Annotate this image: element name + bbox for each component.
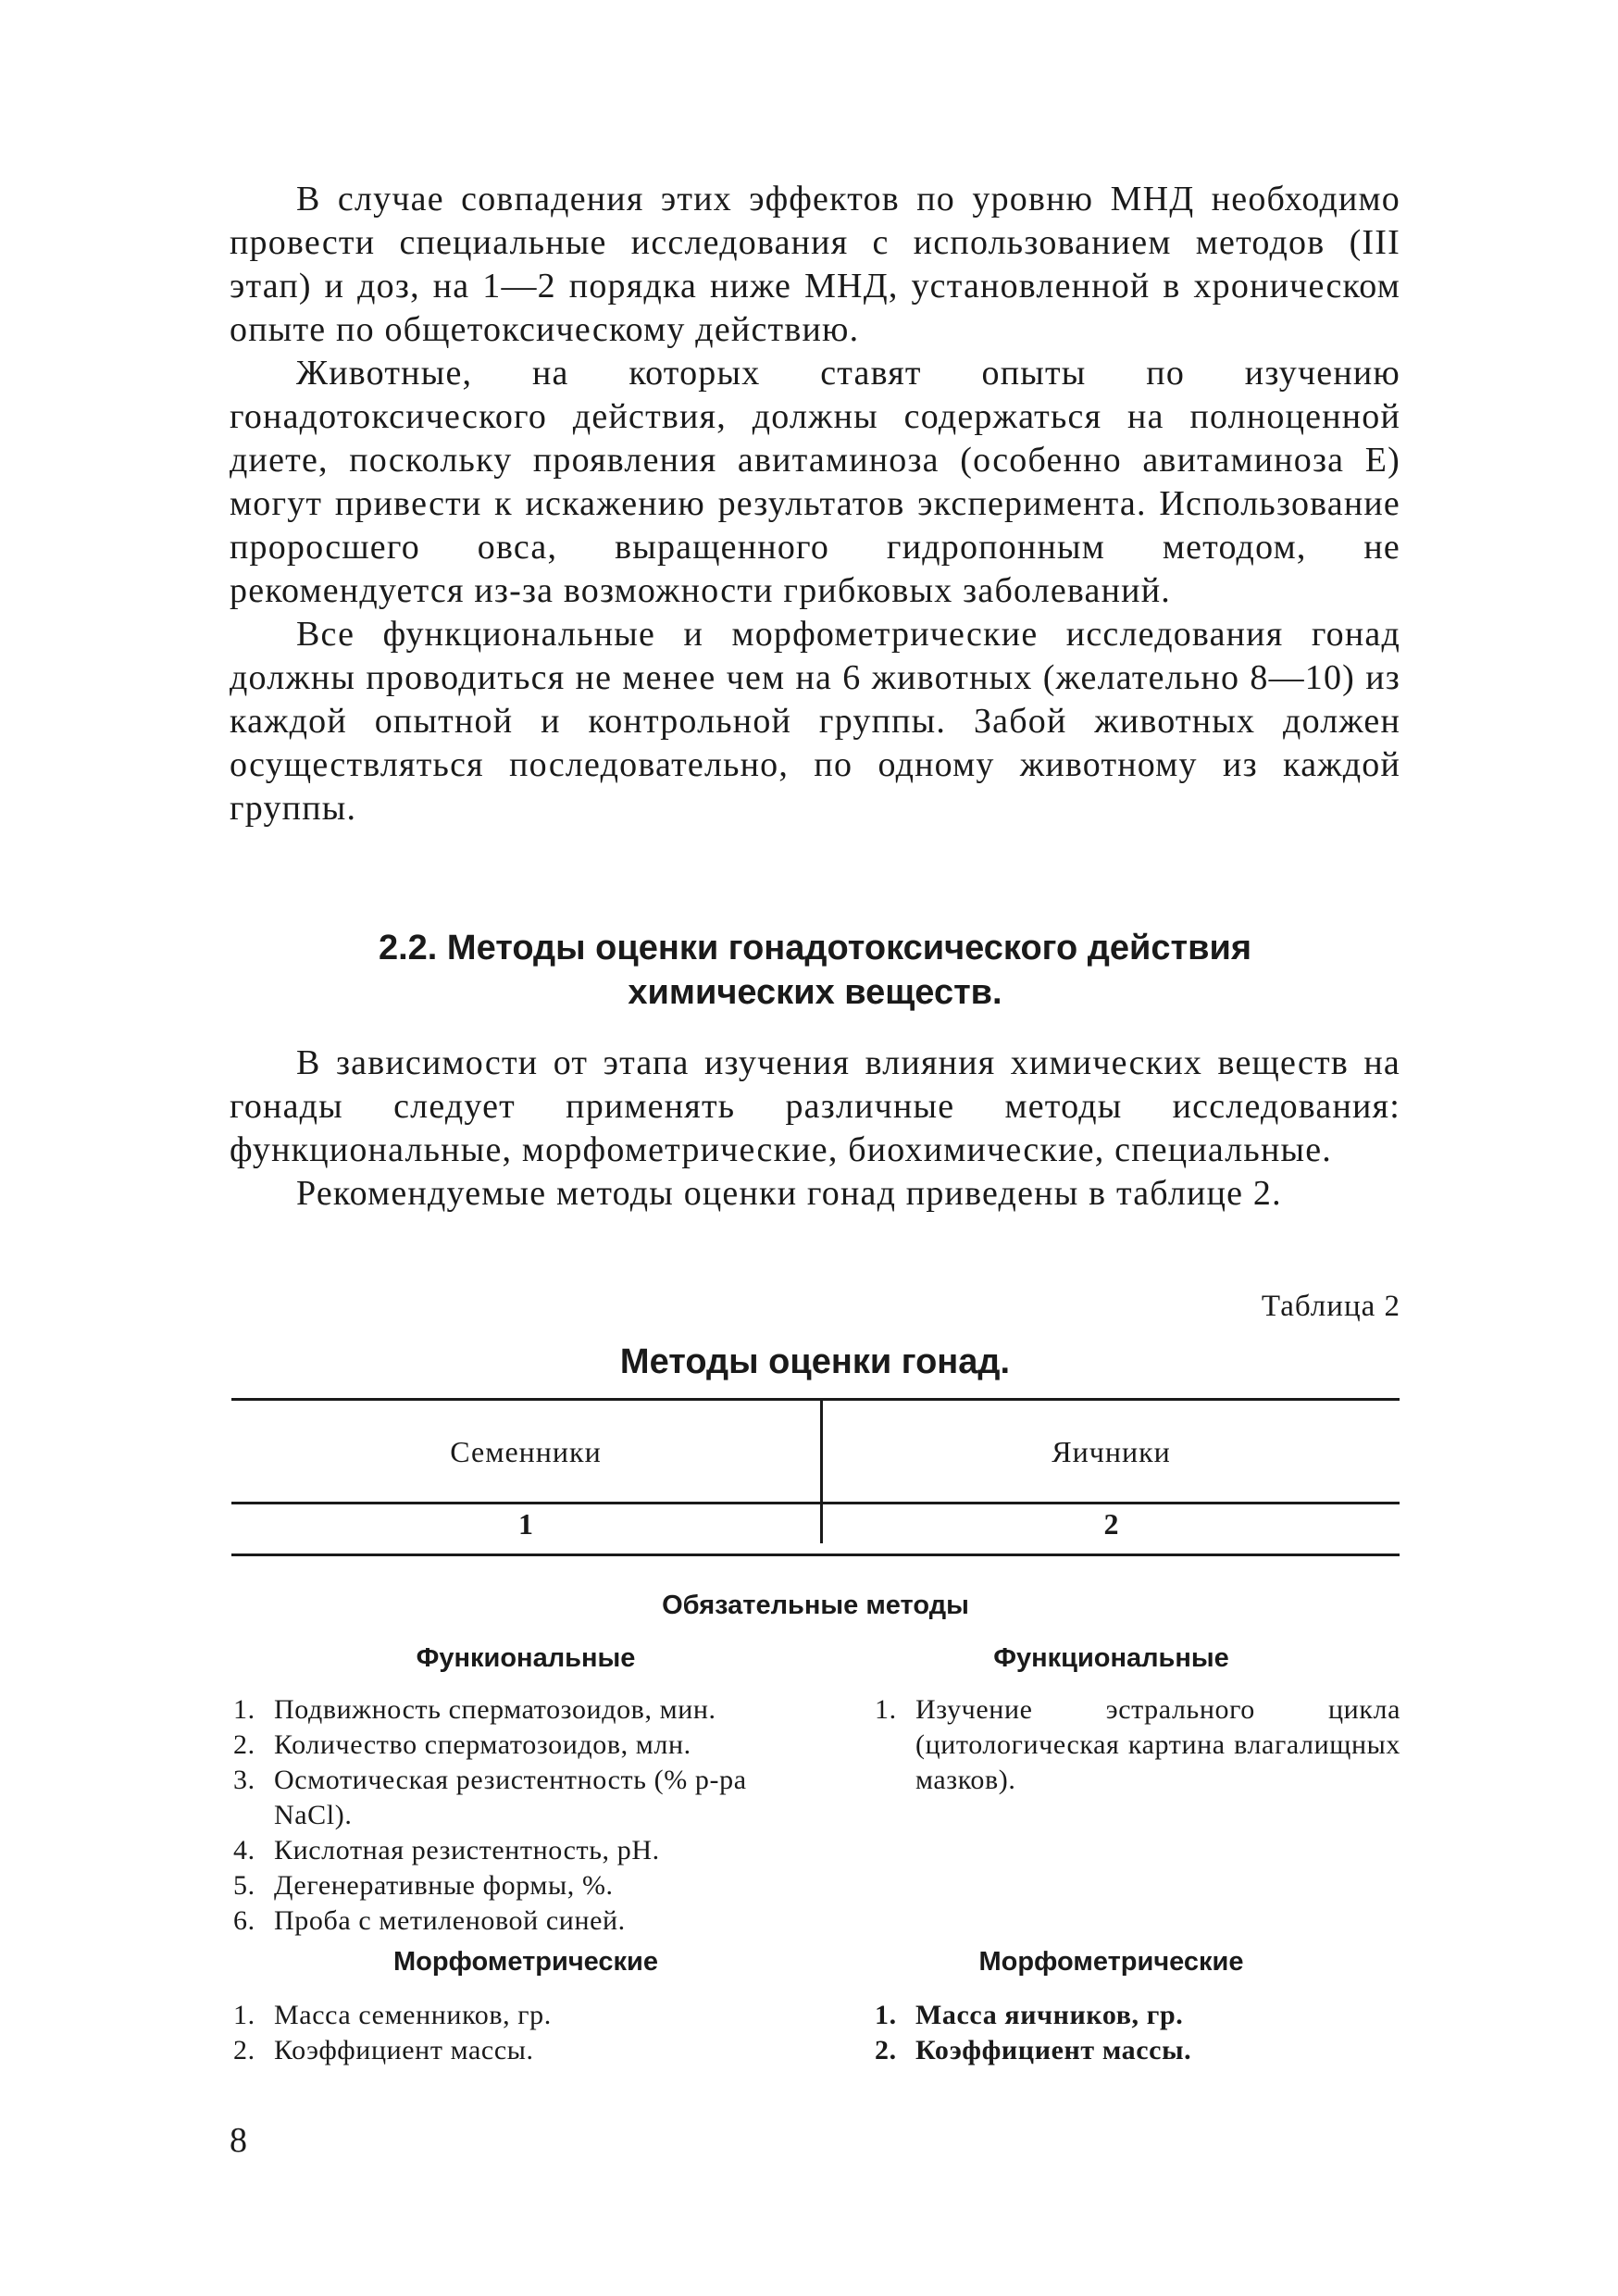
list-item-text: Изучение эстрального цикла (цитологическая картина влагалищных мазков). bbox=[915, 1694, 1400, 1795]
morphometric-list-testes bbox=[233, 1998, 826, 2068]
list-item-number: 1. bbox=[875, 1694, 897, 1725]
list-item bbox=[875, 1998, 1400, 2033]
list-item bbox=[233, 1868, 826, 1903]
list-item-text: Проба с метиленовой синей. bbox=[274, 1905, 626, 1936]
list-item-text: Осмотическая резистентность (% р-ра NaCl). bbox=[274, 1765, 747, 1830]
paragraph: Животные, на которых ставят опыты по изучению гонадотоксического действия, должны содержаться на полноценной диете, поскольку проявления авитаминоза (особенно авитаминоза Е) могут привести к искажению результатов эксперимента. Использование проросшего овса, выращенного гидропонным методом, не рекомендуется из-за возможности грибковых заболеваний. bbox=[230, 354, 1400, 610]
list-item bbox=[233, 1763, 826, 1833]
list-item-text: Коэффициент массы. bbox=[915, 2035, 1192, 2065]
table-header-rule bbox=[231, 1502, 1400, 1504]
list-item bbox=[875, 2033, 1400, 2068]
list-item-number: 2. bbox=[233, 2035, 255, 2065]
list-item-text: Коэффициент массы. bbox=[274, 2035, 534, 2065]
list-item-number: 6. bbox=[233, 1905, 255, 1936]
table-title: Методы оценки гонад. bbox=[619, 1342, 1011, 1381]
list-item-number: 1. bbox=[233, 2000, 255, 2030]
paragraph: В случае совпадения этих эффектов по уровню МНД необходимо провести специальные исследования с использованием методов (III этап) и доз, на 1—2 порядка ниже МНД, установленной в хроническом опыте по общетоксическому действию. bbox=[230, 180, 1400, 349]
mid-text-block bbox=[230, 1042, 1400, 1216]
column-number-1: 1 bbox=[518, 1507, 533, 1541]
list-item-text: Масса семенников, гр. bbox=[274, 2000, 552, 2030]
mandatory-methods-heading: Обязательные методы bbox=[662, 1591, 969, 1620]
paragraph: Рекомендуемые методы оценки гонад приведены в таблице 2. bbox=[296, 1174, 1282, 1213]
list-item bbox=[875, 1692, 1400, 1798]
section-heading bbox=[230, 926, 1400, 1015]
list-item bbox=[233, 2033, 826, 2068]
table-label: Таблица 2 bbox=[1261, 1290, 1400, 1323]
section-heading-line-2: химических веществ. bbox=[628, 973, 1002, 1012]
paragraph: Все функциональные и морфометрические исследования гонад должны проводиться не менее чем на 6 животных (желательно 8—10) из каждой опытной и контрольной группы. Забой животных должен осуществляться последовательно, по одному животному из каждой группы. bbox=[230, 615, 1400, 828]
functional-heading-left: Функиональные bbox=[416, 1643, 636, 1673]
list-item-text: Количество сперматозоидов, млн. bbox=[274, 1729, 691, 1760]
functional-list-testes bbox=[233, 1692, 826, 1939]
list-item bbox=[233, 1692, 826, 1728]
table-top-rule bbox=[231, 1398, 1400, 1401]
top-text-block bbox=[230, 178, 1400, 830]
list-item-number: 1. bbox=[875, 2000, 897, 2030]
morphometric-heading-left: Морфометрические bbox=[392, 1947, 659, 1977]
morphometric-list-ovaries bbox=[875, 1998, 1400, 2068]
list-item-text: Масса яичников, гр. bbox=[915, 2000, 1184, 2030]
list-item bbox=[233, 1728, 826, 1763]
list-item-number: 1. bbox=[233, 1694, 255, 1725]
list-item bbox=[233, 1903, 826, 1939]
list-item-number: 2. bbox=[233, 1729, 255, 1760]
list-item bbox=[233, 1833, 826, 1868]
list-item-number: 4. bbox=[233, 1835, 255, 1866]
functional-heading-right: Функциональные bbox=[993, 1643, 1229, 1673]
paragraph: В зависимости от этапа изучения влияния химических веществ на гонады следует применять различные методы исследования: функциональные, морфометрические, биохимические, специальные. bbox=[230, 1043, 1400, 1169]
list-item-text: Подвижность сперматозоидов, мин. bbox=[274, 1694, 716, 1725]
list-item-number: 3. bbox=[233, 1765, 255, 1795]
table-numbers-rule bbox=[231, 1554, 1400, 1556]
page-number: 8 bbox=[230, 2121, 247, 2160]
column-header-testes: Семенники bbox=[450, 1435, 602, 1468]
list-item-number: 5. bbox=[233, 1870, 255, 1901]
column-number-2: 2 bbox=[1103, 1507, 1119, 1541]
morphometric-heading-right: Морфометрические bbox=[978, 1947, 1244, 1977]
list-item-number: 2. bbox=[875, 2035, 897, 2065]
list-item-text: Дегенеративные формы, %. bbox=[274, 1870, 614, 1901]
section-heading-line-1: 2.2. Методы оценки гонадотоксического действия bbox=[378, 929, 1252, 967]
column-header-ovaries: Яичники bbox=[1052, 1435, 1171, 1468]
list-item bbox=[233, 1998, 826, 2033]
list-item-text: Кислотная резистентность, pH. bbox=[274, 1835, 660, 1866]
functional-list-ovaries bbox=[875, 1692, 1400, 1798]
